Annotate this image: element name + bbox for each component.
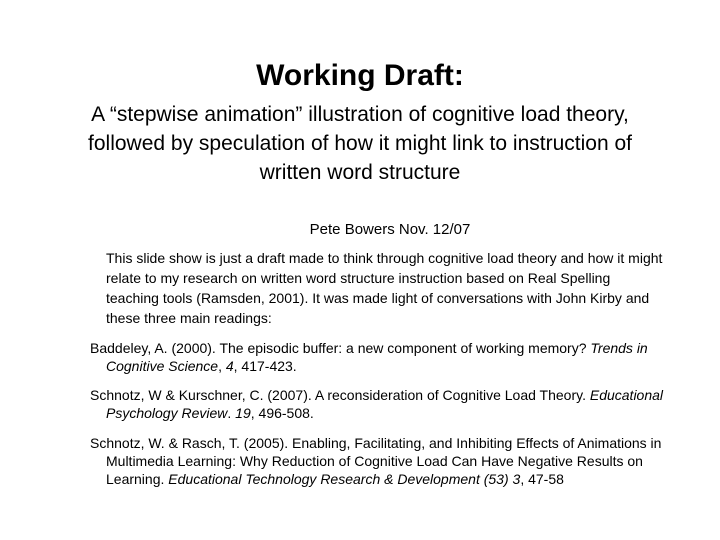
slide-subtitle: A “stepwise animation” illustration of cognitive load theory, followed by speculation of how it might link to instruction of written word structure: [88, 103, 632, 184]
reference-item: [90, 339, 686, 375]
reference-journal: Trends in Cognitive Science: [106, 340, 648, 374]
reference-authors: Schnotz, W. & Rasch, T. (2005). Enabling, Facilitating, and Inhibiting Effects of Animations in Multimedia Learning: Why Reduction of Cognitive Load Can Have Negative Results on Learning.: [90, 435, 662, 487]
reference-separator: ,: [218, 358, 226, 374]
slide-title: Working Draft:: [256, 59, 464, 92]
reference-pages: , 47-58: [520, 471, 564, 487]
reference-item: [90, 386, 686, 422]
reference-journal: Educational Technology Research & Development (53) 3: [168, 471, 521, 487]
reference-item: [90, 434, 686, 488]
reference-volume: 4: [225, 358, 234, 374]
reference-pages: , 417-423.: [233, 358, 297, 374]
reference-pages: , 496-508.: [250, 405, 314, 421]
reference-volume: 19: [235, 405, 251, 421]
reference-separator: .: [227, 405, 236, 421]
author-line: Pete Bowers Nov. 12/07: [309, 221, 471, 238]
reference-authors: Baddeley, A. (2000). The episodic buffer: a new component of working memory?: [90, 340, 591, 356]
reference-journal: Educational Psychology Review: [106, 387, 664, 421]
reference-authors: Schnotz, W & Kurschner, C. (2007). A reconsideration of Cognitive Load Theory.: [90, 387, 590, 403]
intro-paragraph: This slide show is just a draft made to think through cognitive load theory and how it might relate to my research on written word structure instruction based on Real Spelling teaching tools (Ramsden, 2001). It was made light of conversations with John Kirby and these three main readings:: [106, 250, 663, 326]
